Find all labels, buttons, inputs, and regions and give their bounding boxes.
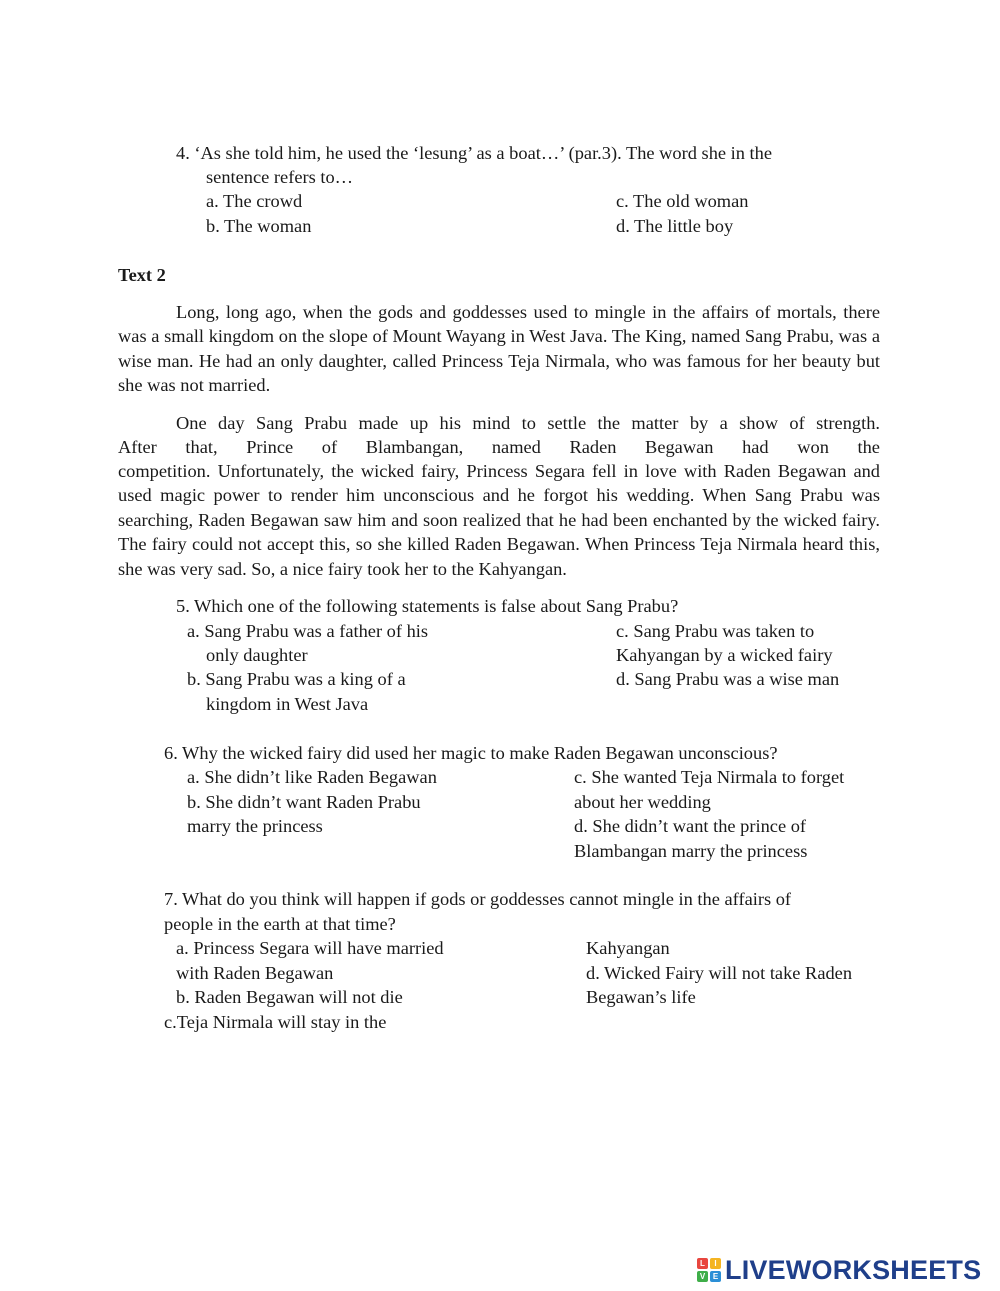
text2-paragraph-1-text: Long, long ago, when the gods and goddesses used to mingle in the affairs of mortals, there was a small kingdom on the slope of Mount Wayang in West Java. The King, named Sang Prabu, was a wise man. He had an only daughter, called Princess Teja Nirmala, who was famous for her beauty but she was not married.	[118, 302, 880, 396]
q7-question-line2: people in the earth at that time?	[164, 914, 396, 934]
logo-text: LIVEWORKSHEETS	[725, 1254, 982, 1285]
q4-option-a: a. The crowd	[206, 191, 303, 211]
q7-option-d-line1: d. Wicked Fairy will not take Raden	[586, 963, 853, 983]
liveworksheets-logo[interactable]	[697, 1253, 981, 1287]
q4-option-b: b. The woman	[206, 216, 312, 236]
p2-word: had	[742, 437, 769, 457]
q7-question-line1: 7. What do you think will happen if gods or goddesses cannot mingle in the affairs of	[164, 889, 792, 909]
p2-word: Begawan	[645, 437, 714, 457]
p2-word: Raden	[569, 437, 617, 457]
text2-paragraph-2-line1: One day Sang Prabu made up his mind to settle the matter by a show of strength.	[176, 413, 880, 433]
p2-word: that,	[185, 437, 218, 457]
p2-word: Blambangan,	[365, 437, 464, 457]
text2-paragraph-2-line2	[118, 435, 880, 459]
q7-option-c-line1: c.Teja Nirmala will stay in the	[164, 1012, 387, 1032]
q5-option-b-line2: kingdom in West Java	[206, 694, 369, 714]
q6-option-c-line1: c. She wanted Teja Nirmala to forget	[574, 767, 845, 787]
p2-word: the	[857, 437, 880, 457]
q4-option-c: c. The old woman	[616, 191, 749, 211]
text2-heading: Text 2	[118, 265, 166, 285]
logo-box: I	[710, 1258, 721, 1269]
q4-option-d: d. The little boy	[616, 216, 734, 236]
q7-option-a-line1: a. Princess Segara will have married	[176, 938, 444, 958]
p2-word: Prince	[246, 437, 294, 457]
q7-option-d-line2: Begawan’s life	[586, 987, 696, 1007]
q6-option-d-line1: d. She didn’t want the prince of	[574, 816, 807, 836]
p2-word: After	[118, 437, 157, 457]
logo-mark-icon	[697, 1258, 721, 1282]
q6-option-b-line1: b. She didn’t want Raden Prabu	[187, 792, 421, 812]
p2-word: named	[491, 437, 541, 457]
q5-option-c-line2: Kahyangan by a wicked fairy	[616, 645, 833, 665]
q7-option-b-line1: b. Raden Begawan will not die	[176, 987, 403, 1007]
logo-box: E	[710, 1271, 721, 1282]
q6-option-c-line2: about her wedding	[574, 792, 711, 812]
q5-option-d-line1: d. Sang Prabu was a wise man	[616, 669, 840, 689]
q4-question-line2: sentence refers to…	[206, 167, 354, 187]
q5-option-a-line1: a. Sang Prabu was a father of his	[187, 621, 429, 641]
logo-box: V	[697, 1271, 708, 1282]
q5-option-a-line2: only daughter	[206, 645, 308, 665]
text2-paragraph-2-rest: competition. Unfortunately, the wicked fairy, Princess Segara fell in love with Raden Begawan and used magic power to render him unconscious and he forgot his wedding. When Sang Prabu was searching, Raden Begawan saw him and soon realized that he had been enchanted by the wicked fairy. The fairy could not accept this, so she killed Raden Begawan. When Princess Teja Nirmala heard this, she was very sad. So, a nice fairy took her to the Kahyangan.	[118, 461, 880, 579]
q5-question: 5. Which one of the following statements is false about Sang Prabu?	[176, 596, 679, 616]
text2-paragraph-1	[118, 300, 880, 398]
q6-option-b-line2: marry the princess	[187, 816, 323, 836]
q7-option-c-line2: Kahyangan	[586, 938, 670, 958]
q5-option-b-line1: b. Sang Prabu was a king of a	[187, 669, 406, 689]
q6-question: 6. Why the wicked fairy did used her magic to make Raden Begawan unconscious?	[164, 743, 778, 763]
q6-option-d-line2: Blambangan marry the princess	[574, 841, 808, 861]
p2-word: won	[797, 437, 829, 457]
q4-question-line1: 4. ‘As she told him, he used the ‘lesung’ as a boat…’ (par.3). The word she in the	[176, 143, 773, 163]
p2-word: of	[321, 437, 338, 457]
q5-option-c-line1: c. Sang Prabu was taken to	[616, 621, 815, 641]
q7-option-a-line2: with Raden Begawan	[176, 963, 334, 983]
logo-box: L	[697, 1258, 708, 1269]
q6-option-a-line1: a. She didn’t like Raden Begawan	[187, 767, 437, 787]
